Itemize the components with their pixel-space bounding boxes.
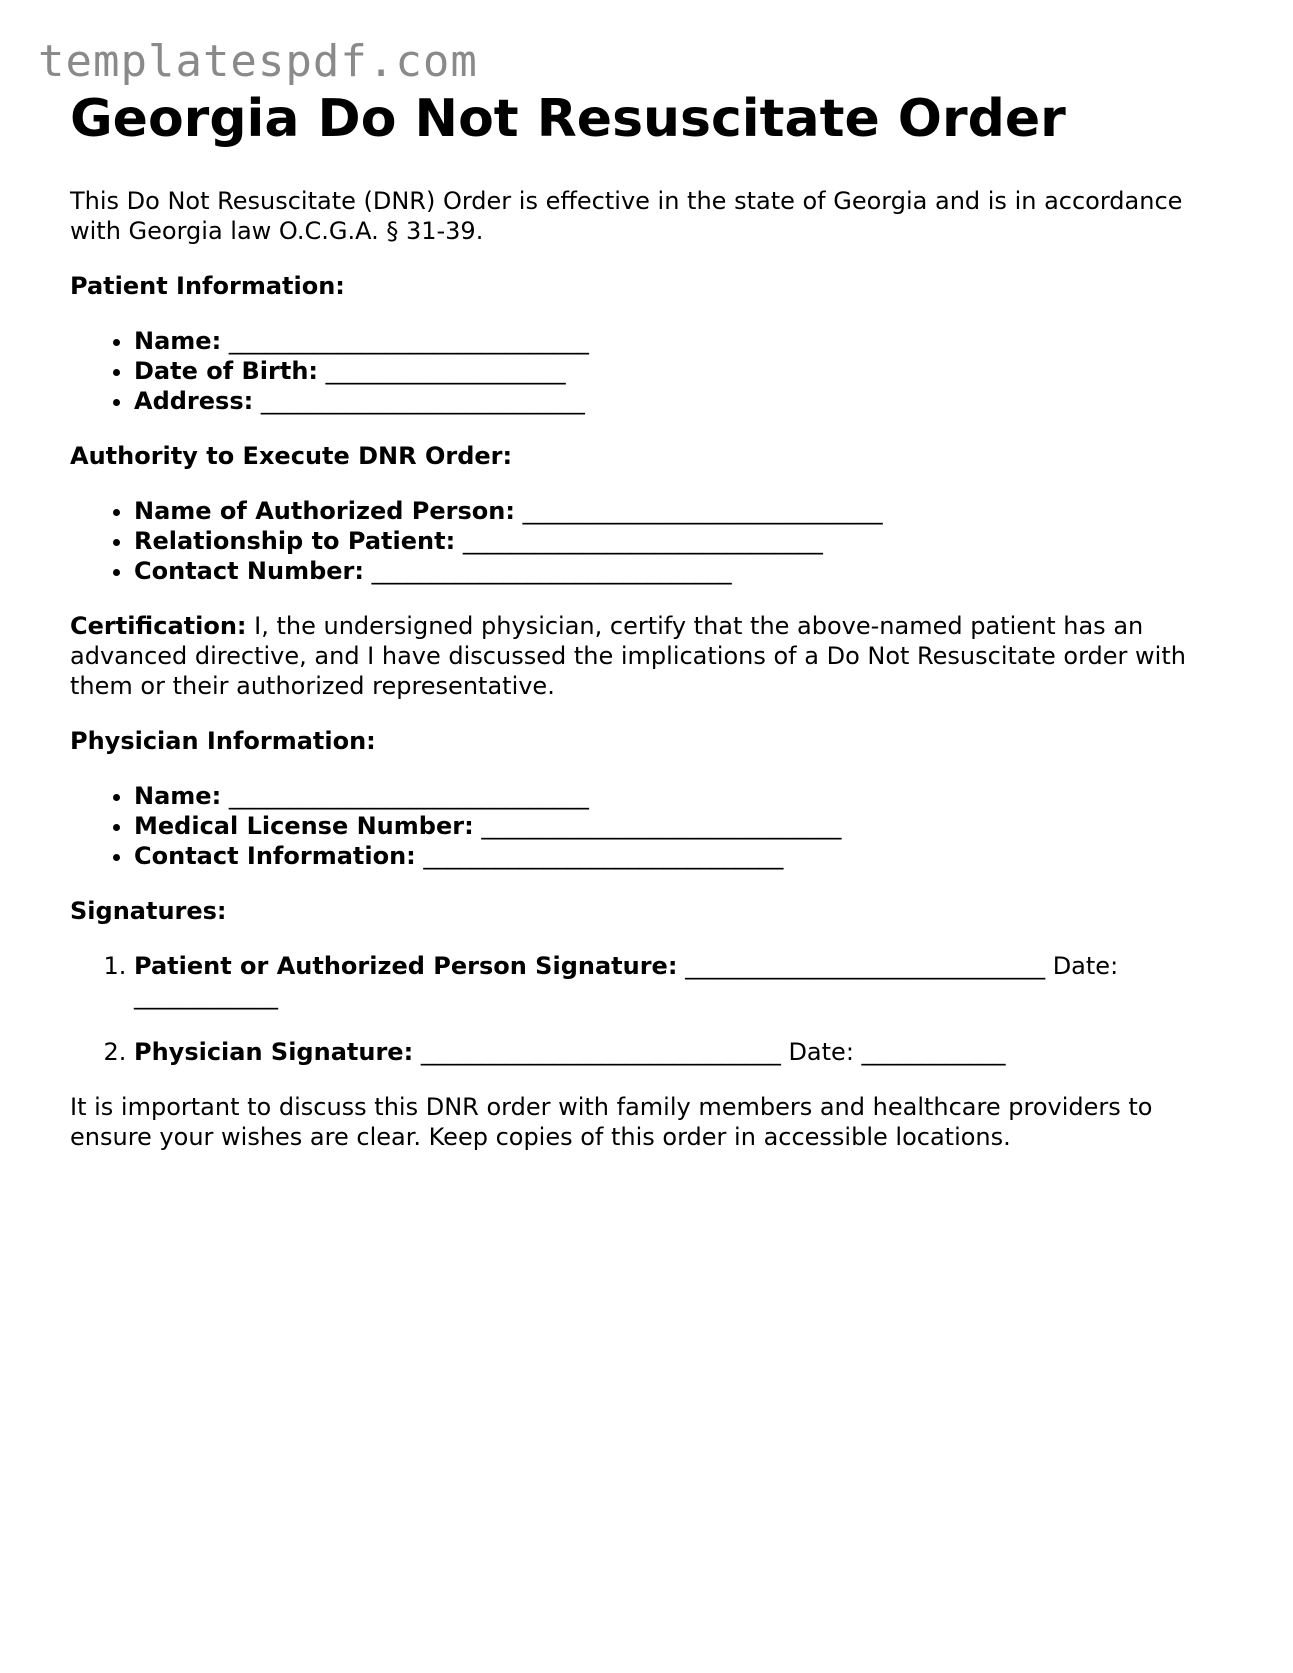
page-title: Georgia Do Not Resuscitate Order bbox=[70, 89, 1066, 149]
medical-license-field[interactable]: ______________________________ bbox=[481, 812, 842, 841]
patient-dob-field[interactable]: ____________________ bbox=[325, 357, 566, 386]
date-label: Date: bbox=[788, 1038, 854, 1067]
authority-list bbox=[70, 496, 1220, 586]
date-label: Date: bbox=[1052, 952, 1119, 981]
physician-info-list bbox=[70, 781, 1220, 871]
patient-name-field[interactable]: ______________________________ bbox=[228, 327, 589, 356]
patient-signature-date-field[interactable]: ____________ bbox=[134, 982, 278, 1011]
field-label: Name: bbox=[134, 327, 222, 356]
field-label: Contact Number: bbox=[134, 557, 364, 586]
watermark-text: templatespdf.com bbox=[38, 36, 478, 87]
patient-address-field[interactable]: ___________________________ bbox=[260, 387, 585, 416]
certification-text: I, the undersigned physician, certify that the above-named patient has an advanced directive, and I have discussed the implications of a Do Not Resuscitate order with them or their authorized representative. bbox=[70, 612, 1186, 701]
field-label: Physician Signature: bbox=[134, 1038, 414, 1067]
list-item bbox=[134, 356, 1220, 386]
list-item bbox=[134, 1037, 1220, 1067]
field-label: Patient or Authorized Person Signature: bbox=[134, 952, 678, 981]
physician-signature-date-field[interactable]: ____________ bbox=[861, 1038, 1006, 1067]
field-label: Address: bbox=[134, 387, 254, 416]
field-label: Medical License Number: bbox=[134, 812, 474, 841]
list-item bbox=[134, 326, 1220, 356]
list-item bbox=[134, 386, 1220, 416]
certification-label: Certification: bbox=[70, 612, 247, 641]
signatures-list bbox=[70, 951, 1220, 1067]
patient-info-list bbox=[70, 326, 1220, 416]
relationship-field[interactable]: ______________________________ bbox=[462, 527, 823, 556]
authorized-contact-number-field[interactable]: ______________________________ bbox=[371, 557, 732, 586]
list-item bbox=[134, 841, 1220, 871]
field-label: Name of Authorized Person: bbox=[134, 497, 515, 526]
list-item bbox=[134, 951, 1220, 1011]
patient-info-heading: Patient Information: bbox=[70, 272, 345, 301]
authority-heading: Authority to Execute DNR Order: bbox=[70, 442, 513, 471]
list-item bbox=[134, 781, 1220, 811]
field-label: Relationship to Patient: bbox=[134, 527, 456, 556]
certification-paragraph bbox=[70, 611, 1220, 701]
document-body bbox=[70, 88, 1220, 1152]
signatures-heading: Signatures: bbox=[70, 897, 227, 926]
physician-signature-field[interactable]: ______________________________ bbox=[420, 1038, 781, 1067]
closing-paragraph: It is important to discuss this DNR order with family members and healthcare providers to ensure your wishes are clear. Keep copies of this order in accessible locations. bbox=[70, 1093, 1153, 1152]
field-label: Name: bbox=[134, 782, 222, 811]
field-label: Date of Birth: bbox=[134, 357, 319, 386]
field-label: Contact Information: bbox=[134, 842, 416, 871]
physician-contact-field[interactable]: ______________________________ bbox=[423, 842, 784, 871]
list-item bbox=[134, 496, 1220, 526]
patient-signature-field[interactable]: ______________________________ bbox=[685, 952, 1046, 981]
authorized-person-name-field[interactable]: ______________________________ bbox=[522, 497, 883, 526]
physician-info-heading: Physician Information: bbox=[70, 727, 376, 756]
list-item bbox=[134, 811, 1220, 841]
list-item bbox=[134, 526, 1220, 556]
list-item bbox=[134, 556, 1220, 586]
intro-paragraph: This Do Not Resuscitate (DNR) Order is effective in the state of Georgia and is in accordance with Georgia law O.C.G.A. § 31-39. bbox=[70, 187, 1183, 246]
physician-name-field[interactable]: ______________________________ bbox=[228, 782, 589, 811]
